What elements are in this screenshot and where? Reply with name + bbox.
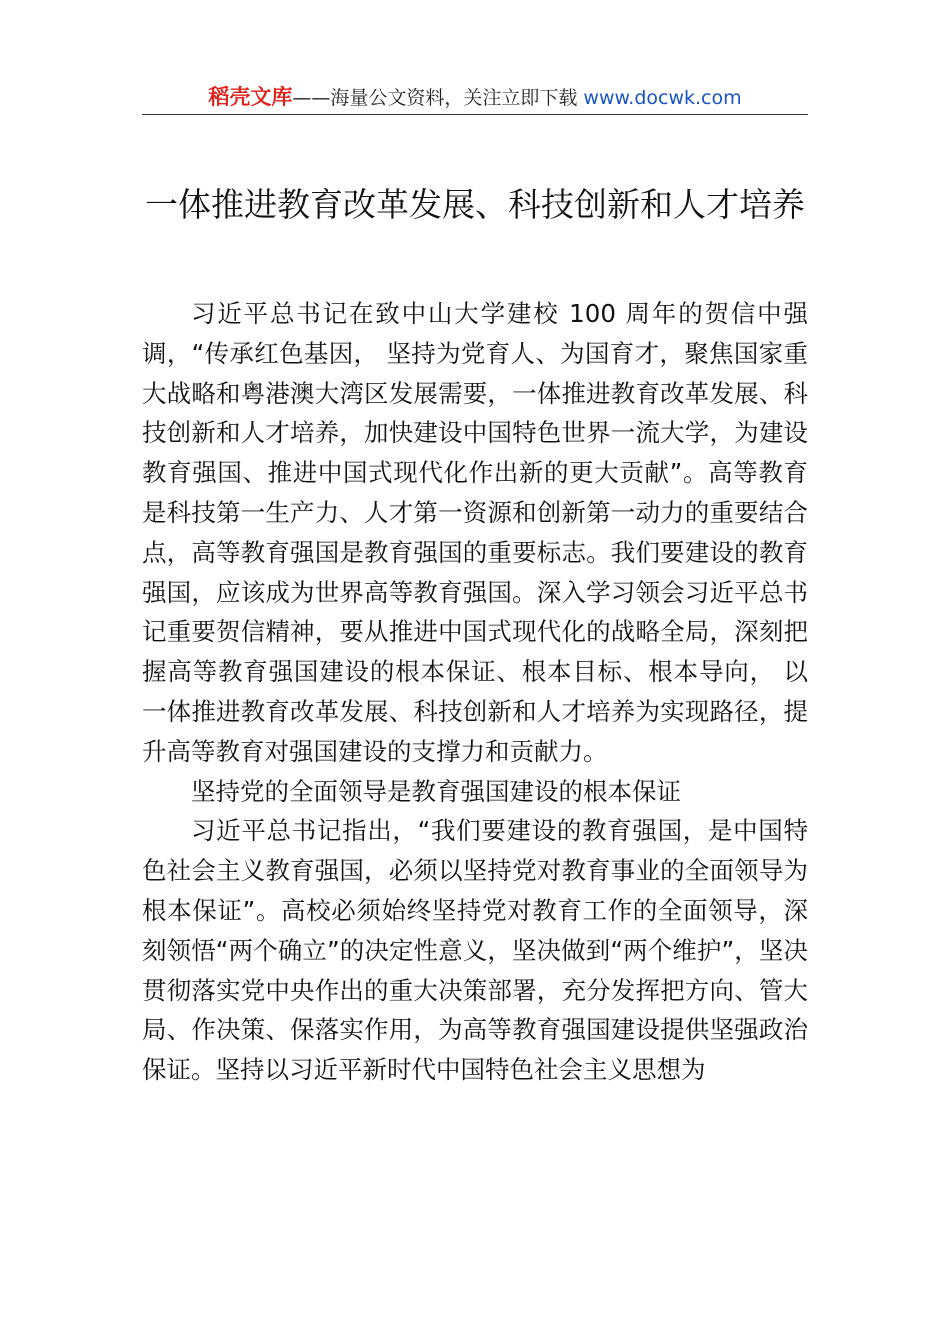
website-link[interactable]: www.docwk.com (583, 87, 742, 109)
brand-name: 稻壳文库 (208, 85, 293, 109)
header-tagline: ——海量公文资料，关注立即下载 (292, 87, 578, 109)
paragraph-section-1: 习近平总书记指出，“我们要建设的教育强国，是中国特色社会主义教育强国，必须以坚持党对教育事业的全面领导为根本保证”。高校必须始终坚持党对教育工作的全面领导，深刻领悟“两个确立”的决定性意义，坚决做到“两个维护”，坚决贯彻落实党中央作出的重大决策部署，充分发挥把方向、管大局、作决策、保落实作用，为高等教育强国建设提供坚强政治保证。坚持以习近平新时代中国特色社会主义思想为 (142, 816, 808, 1085)
document-body (142, 294, 808, 1090)
section-heading: 坚持党的全面领导是教育强国建设的根本保证 (191, 776, 681, 806)
document-title: 一体推进教育改革发展、科技创新和人才培养 (145, 185, 805, 225)
header-divider (142, 114, 808, 115)
paragraph-intro: 习近平总书记在致中山大学建校 100 周年的贺信中强调，“传承红色基因， 坚持为党育人、为国育才，聚焦国家重大战略和粤港澳大湾区发展需要，一体推进教育改革发展、科技创新和人才培养，加快建设中国特色世界一流大学，为建设教育强国、推进中国式现代化作出新的更大贡献”。高等教育是科技第一生产力、人才第一资源和创新第一动力的重要结合点，高等教育强国是教育强国的重要标志。我们要建设的教育强国，应该成为世界高等教育强国。深入学习领会习近平总书记重要贺信精神，要从推进中国式现代化的战略全局，深刻把握高等教育强国建设的根本保证、根本目标、根本导向， 以一体推进教育改革发展、科技创新和人才培养为实现路径，提升高等教育对强国建设的支撑力和贡献力。 (142, 299, 808, 766)
page-header (142, 84, 808, 111)
